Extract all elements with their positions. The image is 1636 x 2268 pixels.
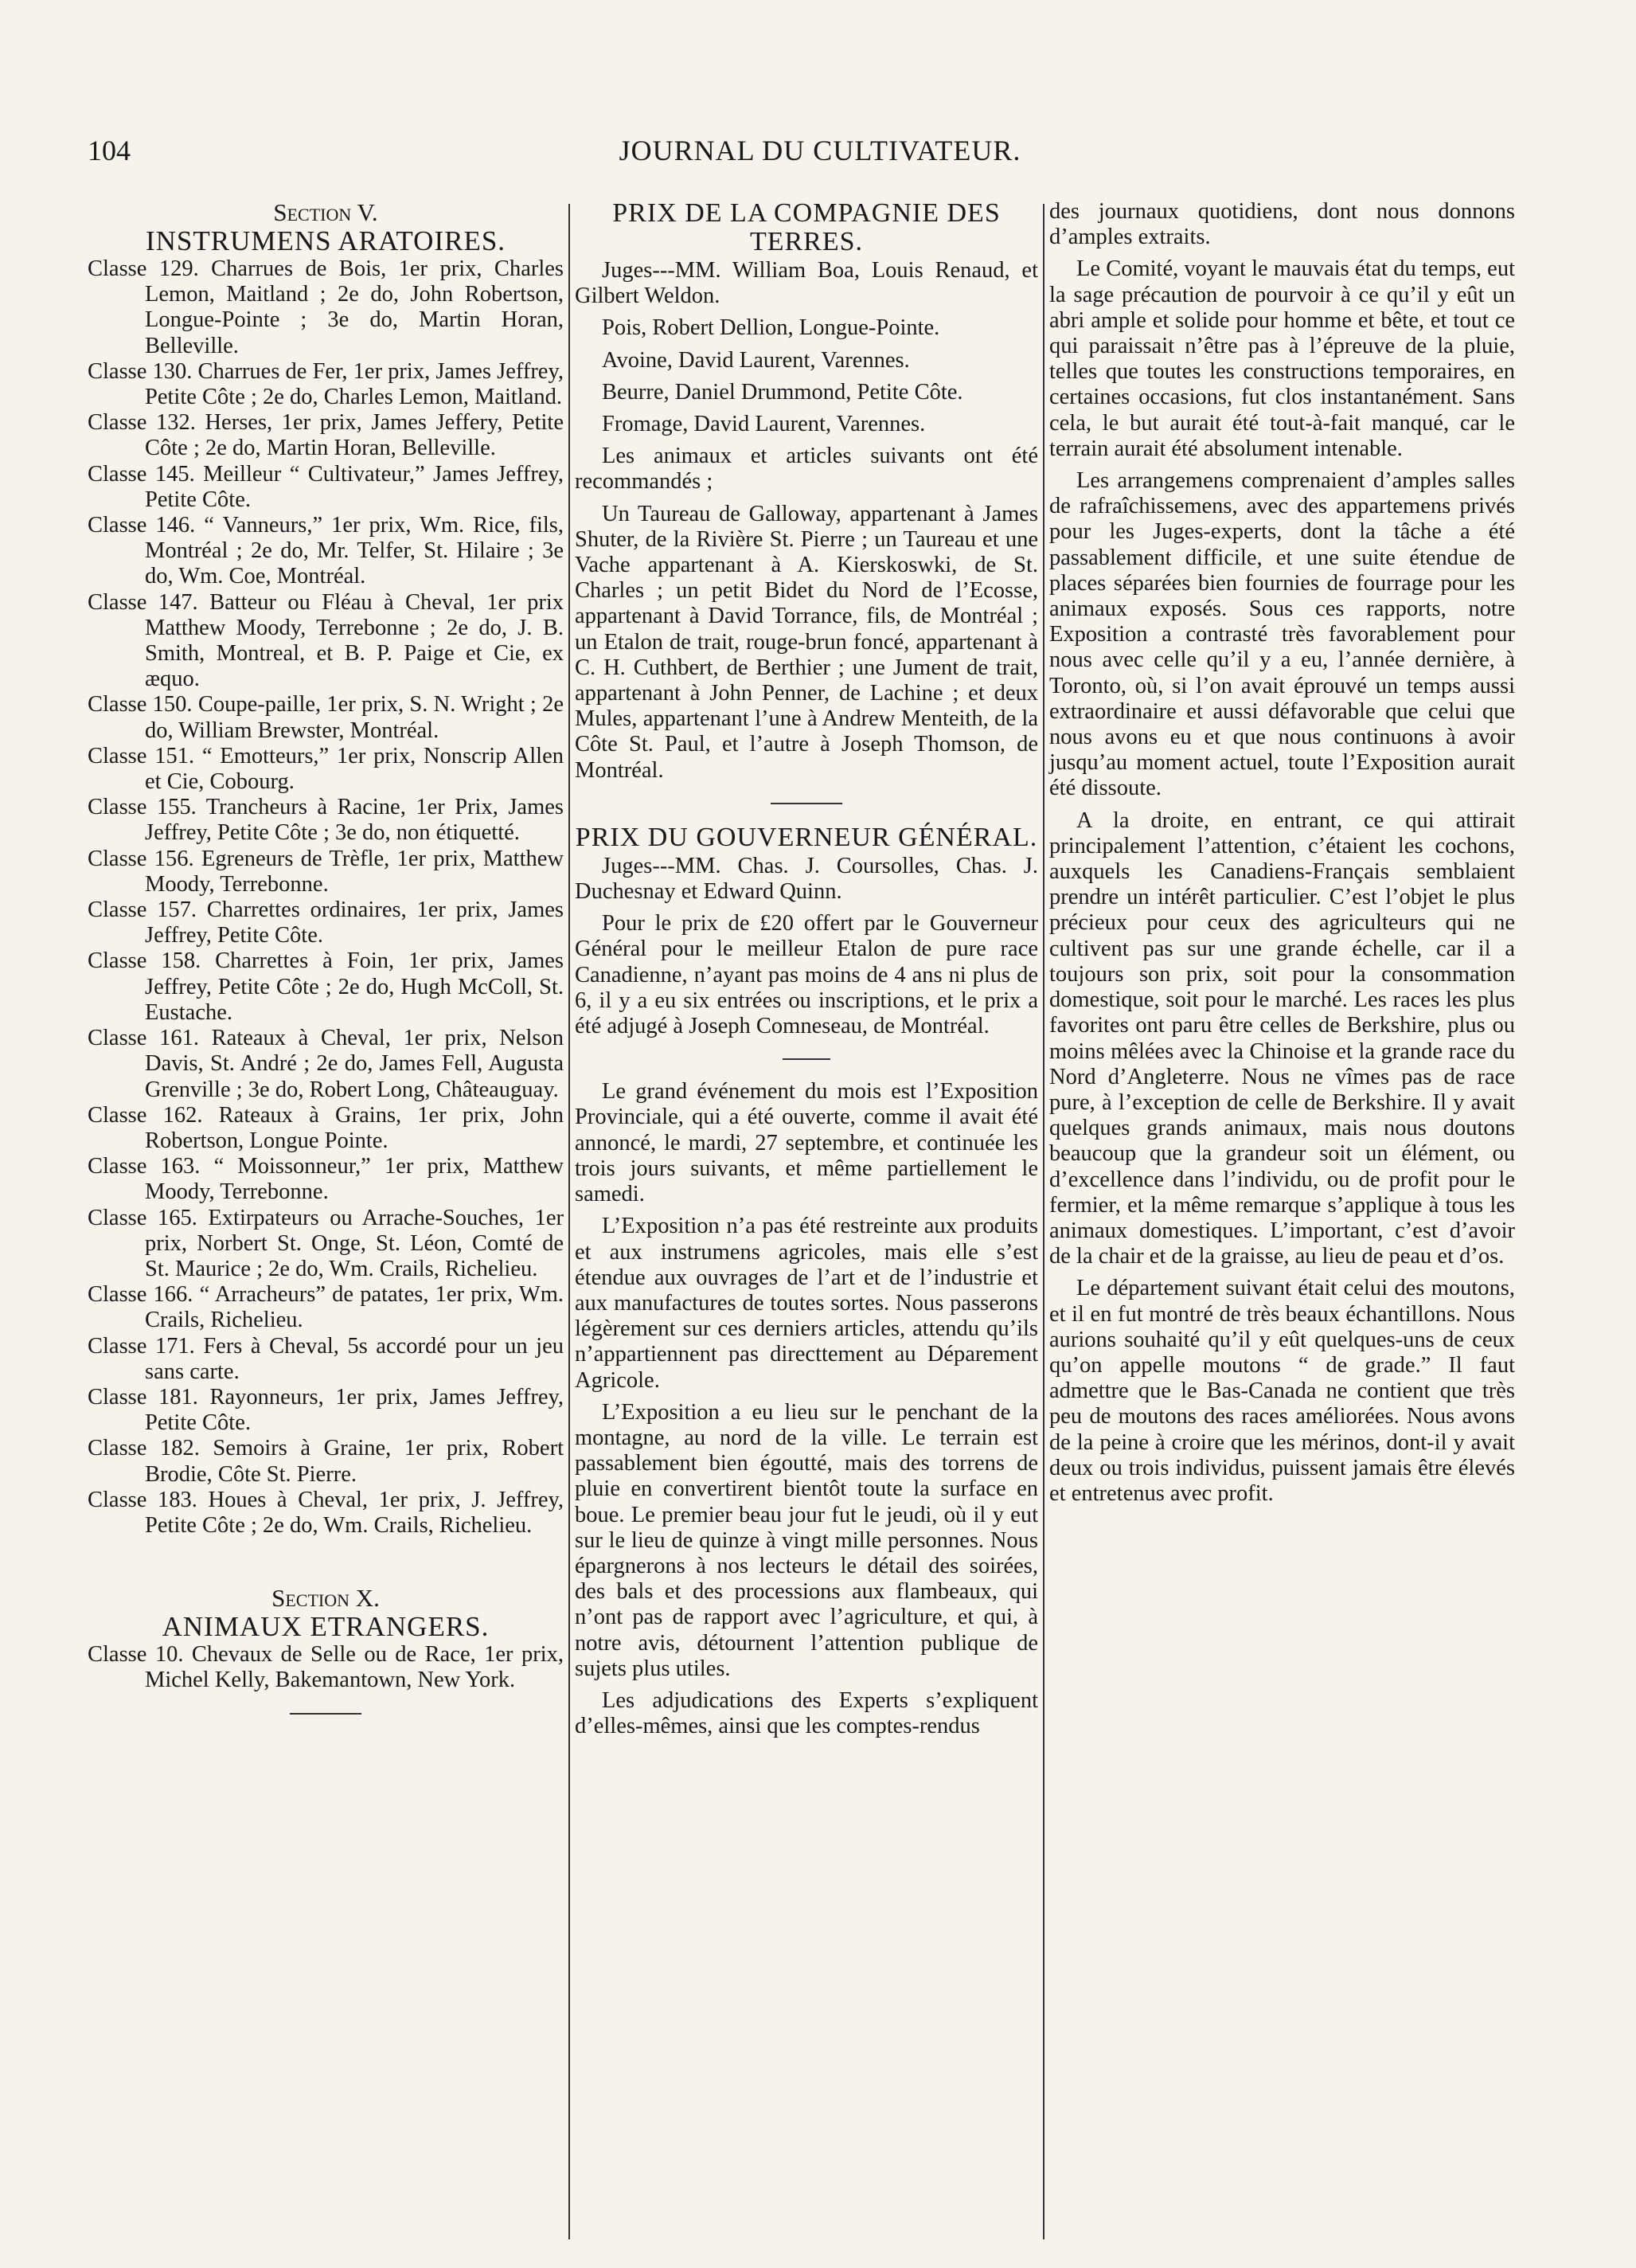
paragraph: Avoine, David Laurent, Varennes. xyxy=(602,347,910,373)
prize-entry: Classe 147. Batteur ou Fléau à Cheval, 1er prix Matthew Moody, Terrebonne ; 2e do, J. B. Smith, Montreal, et B. P. Paige et Cie, ex æquo. xyxy=(88,589,564,692)
paragraph: Le département suivant était celui des moutons, et il en fut montré de très beaux échantillons. Nous aurions souhaité qu’il y eût quelques-uns de ceux qu’on appelle moutons “ de grade.” Il faut admettre que le Bas-Canada ne contient que très peu de moutons des races améliorées. Nous avons de la peine à croire que les mérinos, dont-il y avait deux ou trois individus, puissent jamais être élevés et entretenus avec profit. xyxy=(1049,1276,1515,1506)
prize-entry: Classe 158. Charrettes à Foin, 1er prix, James Jeffrey, Petite Côte ; 2e do, Hugh McColl, St. Eustache. xyxy=(88,948,564,1025)
prize-entry: Classe 161. Rateaux à Cheval, 1er prix, Nelson Davis, St. André ; 2e do, James Fell, Augusta Grenville ; 3e do, Robert Long, Châteauguay. xyxy=(88,1026,564,1102)
column-divider xyxy=(1043,204,1044,2239)
prize-entry: Classe 166. “ Arracheurs” de patates, 1er prix, Wm. Crails, Richelieu. xyxy=(88,1282,564,1333)
paragraph: Les animaux et articles suivants ont été recommandés ; xyxy=(575,444,1038,495)
prize-entry: Classe 182. Semoirs à Graine, 1er prix, Robert Brodie, Côte St. Pierre. xyxy=(88,1436,564,1487)
prize-entry: Classe 157. Charrettes ordinaires, 1er prix, James Jeffrey, Petite Côte. xyxy=(88,897,564,948)
paragraph: Les arrangemens comprenaient d’amples salles de rafraîchissemens, avec des appartemens privés pour les Juges-experts, dont la tâche a été passablement difficile, et une suite étendue de places séparées bien fournies de fourrage pour les animaux exposés. Sous ces rapports, notre Exposition a contrasté très favorablement pour nous avec celle qu’il y a eu, l’année dernière, à Toronto, où, si l’on avait éprouvé un temps aussi extraordinaire et aussi défavorable que celui que nous avons eu et que nous continuons à avoir jusqu’au moment actuel, toute l’Exposition aurait été dissoute. xyxy=(1049,468,1515,801)
paragraph: Le Comité, voyant le mauvais état du temps, eut la sage précaution de pourvoir à ce qu’il y eût un abri ample et solide pour homme et bête, et tout ce qui paraissait n’être pas à l’épreuve de la pluie, telles que toutes les constructions temporaires, en certaines occasions, fut clos instantanément. Sans cela, le but aurait été tout-à-fait manqué, car le terrain aurait été absolument intenable. xyxy=(1049,256,1515,461)
prize-list-section-x xyxy=(88,1642,564,1693)
prize-entry: Classe 10. Chevaux de Selle ou de Race, 1er prix, Michel Kelly, Bakemantown, New York. xyxy=(88,1642,564,1693)
prize-entry: Classe 151. “ Emotteurs,” 1er prix, Nonscrip Allen et Cie, Cobourg. xyxy=(88,743,564,795)
separator-rule xyxy=(771,803,842,804)
prize-entry: Classe 171. Fers à Cheval, 5s accordé pour un jeu sans carte. xyxy=(88,1333,564,1384)
paragraph: Juges---MM. Chas. J. Coursolles, Chas. J. Duchesnay et Edward Quinn. xyxy=(575,853,1038,905)
paragraph: Fromage, David Laurent, Varennes. xyxy=(602,412,926,437)
separator-rule xyxy=(290,1713,361,1715)
paragraph: Juges---MM. William Boa, Louis Renaud, et Gilbert Weldon. xyxy=(575,258,1038,309)
article-exposition-continued xyxy=(1049,199,1515,1507)
paragraph: Le grand événement du mois est l’Exposition Provinciale, qui a été ouverte, comme il avait été annoncé, le mardi, 27 septembre, et continuée les trois jours suivants, et même partiellement le samedi. xyxy=(575,1079,1038,1207)
prize-entry: Classe 163. “ Moissonneur,” 1er prix, Matthew Moody, Terrebonne. xyxy=(88,1154,564,1205)
page-header xyxy=(88,134,1552,174)
column-2 xyxy=(575,199,1038,1739)
page-number: 104 xyxy=(88,135,131,166)
prize-entry: Classe 162. Rateaux à Grains, 1er prix, John Robertson, Longue Pointe. xyxy=(88,1102,564,1153)
paragraph: L’Exposition a eu lieu sur le penchant de la montagne, au nord de la ville. Le terrain est passablement bien égoutté, mais des torrens de pluie en convertirent bientôt toute la surface en boue. Le premier beau jour fut le jeudi, où il y eut sur le lieu de quinze à vingt mille personnes. Nous épargnerons à nos lecteurs le détail des soirées, des bals et des processions aux flambeaux, qui n’ont pas de rapport avec l’agriculture, et qui, à notre avis, détournent l’attention publique de sujets plus utiles. xyxy=(575,1399,1038,1681)
paragraph: Beurre, Daniel Drummond, Petite Côte. xyxy=(602,379,963,405)
prize-list-section-v xyxy=(88,256,564,1539)
column-divider xyxy=(568,204,570,2239)
column-3 xyxy=(1049,199,1515,1507)
journal-title: JOURNAL DU CULTIVATEUR. xyxy=(619,135,1021,166)
prize-entry: Classe 155. Trancheurs à Racine, 1er Prix, James Jeffrey, Petite Côte ; 3e do, non étiquetté. xyxy=(88,795,564,846)
prize-entry: Classe 132. Herses, 1er prix, James Jeffery, Petite Côte ; 2e do, Martin Horan, Belleville. xyxy=(88,410,564,461)
paragraph: des journaux quotidiens, dont nous donnons d’amples extraits. xyxy=(1049,199,1515,250)
heading-compagnie-des-terres: PRIX DE LA COMPAGNIE DES TERRES. xyxy=(612,198,1001,256)
article-compagnie-des-terres xyxy=(575,258,1038,784)
prize-entry: Classe 129. Charrues de Bois, 1er prix, Charles Lemon, Maitland ; 2e do, John Robertson, Longue-Pointe ; 3e do, Martin Horan, Belleville. xyxy=(88,256,564,358)
prize-entry: Classe 146. “ Vanneurs,” 1er prix, Wm. Rice, fils, Montréal ; 2e do, Mr. Telfer, St. Hilaire ; 3e do, Wm. Coe, Montréal. xyxy=(88,513,564,589)
article-exposition-provinciale xyxy=(575,1079,1038,1739)
prize-entry: Classe 181. Rayonneurs, 1er prix, James Jeffrey, Petite Côte. xyxy=(88,1384,564,1436)
paragraph: Les adjudications des Experts s’expliquent d’elles-mêmes, ainsi que les comptes-rendus xyxy=(575,1687,1038,1739)
prize-entry: Classe 150. Coupe-paille, 1er prix, S. N. Wright ; 2e do, William Brewster, Montréal. xyxy=(88,692,564,743)
section-v-title: Section V. xyxy=(273,198,378,226)
prize-entry: Classe 165. Extirpateurs ou Arrache-Souches, 1er prix, Norbert St. Onge, St. Léon, Comté de St. Maurice ; 2e do, Wm. Crails, Richelieu. xyxy=(88,1205,564,1281)
section-x-title: Section X. xyxy=(271,1584,380,1613)
paragraph: Pois, Robert Dellion, Longue-Pointe. xyxy=(602,315,940,341)
prize-entry: Classe 156. Egreneurs de Trèfle, 1er prix, Matthew Moody, Terrebonne. xyxy=(88,846,564,897)
paragraph: Pour le prix de £20 offert par le Gouverneur Général pour le meilleur Etalon de pure race Canadienne, n’ayant pas moins de 4 ans ni plus de 6, il y a eu six entrées ou inscriptions, et le prix a été adjugé à Joseph Comneseau, de Montréal. xyxy=(575,911,1038,1039)
prize-entry: Classe 130. Charrues de Fer, 1er prix, James Jeffrey, Petite Côte ; 2e do, Charles Lemon, Maitland. xyxy=(88,358,564,410)
prize-entry: Classe 145. Meilleur “ Cultivateur,” James Jeffrey, Petite Côte. xyxy=(88,461,564,512)
prize-entry: Classe 183. Houes à Cheval, 1er prix, J. Jeffrey, Petite Côte ; 2e do, Wm. Crails, Richelieu. xyxy=(88,1487,564,1538)
paragraph: L’Exposition n’a pas été restreinte aux produits et aux instrumens agricoles, mais elle s’est étendue aux ouvrages de l’art et de l’industrie et aux manufactures de toutes sortes. Nous passerons légèrement sur ces derniers articles, attendu qu’ils n’appartiennent pas directtement au Déparement Agricole. xyxy=(575,1214,1038,1393)
article-gouverneur-general xyxy=(575,854,1038,1039)
section-v-subtitle: INSTRUMENS ARATOIRES. xyxy=(145,225,506,256)
paragraph: A la droite, en entrant, ce qui attirait principalement l’attention, c’étaient les cochons, auxquels les Canadiens-Français semblaient prendre un intérêt particulier. C’est l’objet le plus précieux pour ceux des agriculteurs qui ne cultivent pas sur une grande échelle, car il a toujours son prix, soit pour la consommation domestique, soit pour le marché. Les races les plus favorites ont paru être celles de Berkshire, plus ou moins mêlées avec la Chinoise et la grande race du Nord d’Angleterre. Nous ne vîmes pas de race pure, à l’exception de celle de Berkshire. Il y avait quelques grands animaux, mais nous doutons beaucoup que la grandeur soit un élément, ou d’excellence dans l’individu, ou de profit pour le fermier, et la même remarque s’applique à tous les animaux domestiques. L’important, c’est d’avoir de la chair et de la graisse, au lieu de peau et d’os. xyxy=(1049,807,1515,1269)
column-1 xyxy=(88,199,564,1734)
separator-rule xyxy=(783,1058,830,1060)
section-x-subtitle: ANIMAUX ETRANGERS. xyxy=(162,1611,490,1643)
paragraph: Un Taureau de Galloway, appartenant à James Shuter, de la Rivière St. Pierre ; un Taureau et une Vache appartenant à A. Kierskoswki, de St. Charles ; un petit Bidet du Nord de l’Ecosse, appartenant à David Torrance, fils, de Montréal ; un Etalon de trait, rouge-brun foncé, appartenant à C. H. Cuthbert, de Berthier ; une Jument de trait, appartenant à John Penner, de Lachine ; et deux Mules, appartenant l’une à Andrew Menteith, de la Côte St. Paul, et l’autre à Joseph Thomson, de Montréal. xyxy=(575,501,1038,783)
heading-gouverneur-general: PRIX DU GOUVERNEUR GÉNÉRAL. xyxy=(575,822,1038,852)
